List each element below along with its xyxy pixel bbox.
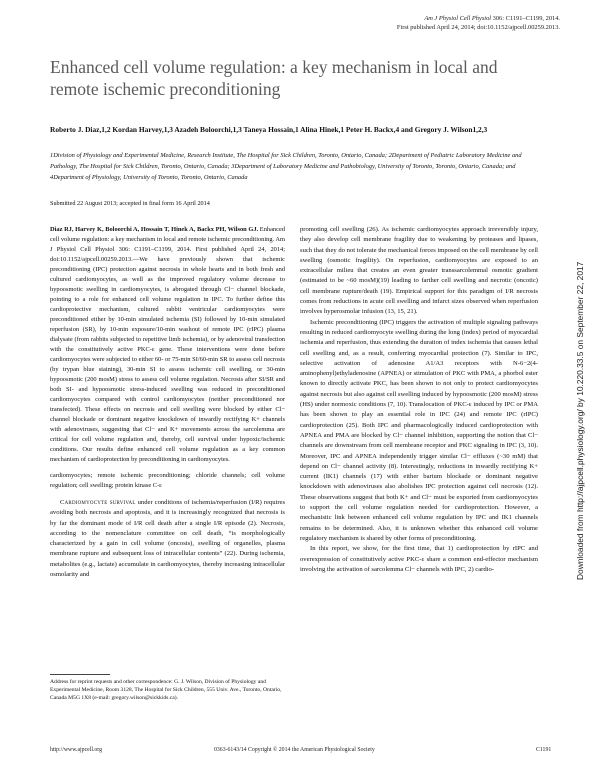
body-paragraph-1: promoting cell swelling (26). As ischemic cardiomyocytes approach irreversibly injury, they also develop cell membrane fragility due to weakening by proteases and lipases, such that they do not tolerate the mechanical forces imposed on the cell membrane by cell swelling (osmotic fragility). On reperfusion, cardiomyocytes are exposed to an extracellular milieu that creates an even greater transsarcolemmal osmotic gradient (estimated to be ~60 mosM)(19) leading to farther cell swelling and necrotic (oncotic) cell membrane rupture/death (19). Empirical support for this paradigm of I/R necrosis comes from reductions in acute cell swelling and infarct sizes observed when reperfusion involves hyperosmolar infusion (13, 15, 21).: [300, 226, 538, 316]
left-column: [50, 225, 285, 580]
copyright-line: 0363-6143/14 Copyright © 2014 the American Physiological Society: [214, 747, 375, 753]
page-number: C1191: [536, 747, 552, 753]
body-paragraph-2: Ischemic preconditioning (IPC) triggers the activation of multiple signaling pathways resulting in reduced cardiomyocyte swelling during the long (index) period of myocardial ischemia and reperfusion, thus extending the duration of index ischemia that causes lethal cell swelling and, as a result, conferring myocardial protection (7). Similar to IPC, selective activation of adenosine A1/A3 receptors with N-6−2(4-aminophenyl)ethyladenosine (APNEA) or stimulation of PKC with PMA, a phorbol ester known to directly activate PKC, has been shown to not only to protect cardiomyocytes against necrosis but also against cell swelling induced by hypoosmotic (200 mosM) stress (HS) under normoxic conditions (7, 10). Translocation of PKC-ε induced by IPC or PMA has been shown to play an essential role in IPC (24) and remote IPC (rIPC) cardioprotection (25). Both IPC and pharmacologically induced cardioprotection with APNEA and PMA are blocked by Cl− channel inhibition, supporting the notion that Cl− channels are downstream from cell membrane receptor and PKC signaling in IPC (3, 10). Moreover, IPC and APNEA independently trigger similar Cl− effluxes (~30 mM) that depend on Cl− channel activity (8). Interestingly, reductions in inwardly rectifying K+ current (IK1) channels (17) with either barium blockade or dominant negative knockdown with adenoviruses also abolishes IPC protection against cell necrosis (12). These observations suggest that both K+ and Cl− must be exported from cardiomyocytes to support the cell volume regulation needed for cardioprotection. However, a mechanistic link between enhanced cell volume regulation by IPC and IK1 channels remains to be determined. Also, it is unknown whether this enhanced cell volume regulatory mechanism is shared by other forms of preconditioning.: [300, 318, 538, 542]
sidebar-prefix: Downloaded from: [575, 514, 585, 580]
journal-name: Am J Physiol Cell Physiol: [424, 15, 492, 22]
affiliations: 1Division of Physiology and Experimental Medicine, Research Institute, The Hospital for Sick Children, Toronto, Ontario, Canada; 2Department of Pediatric Laboratory Medicine and Pathology, The Hospital for Sick Children, Toronto, Ontario, Canada; 3Department of Laboratory Medicine and Pathobiology, University of Toronto, Toronto, Ontario, Canada; and 4Department of Physiology, University of Toronto, Toronto, Ontario, Canada: [50, 152, 522, 181]
abstract-body: —We have previously shown that ischemic preconditioning (IPC) protection against necrosis in whole hearts and in both fresh and cultured cardiomyocytes, as well as the improved regulatory volume decrease to hypoosmotic swelling in cardiomyocytes, is abrogated through Cl− channel blockade, pointing to a role for enhanced cell volume regulation in IPC. To further define this cardioprotective mechanism, cultured rabbit ventricular cardiomyocytes were preconditioned either by 10-min simulated ischemia (SI) followed by 10-min simulated reperfusion (SR), by 10-min exposure/10-min washout of remote IPC (rIPC) plasma dialysate (from rabbits subjected to repetitive limb ischemia), or by adenoviral transfection with the constitutively active PKC-ε gene. These interventions were done before cardiomyocytes were subjected to either 60- or 75-min SI/60-min SR to assess cell necrosis (by trypan blue staining), 30-min SI to assess ischemic cell swelling, or 30-min hypoosmotic (200 mosM) stress to assess cell volume regulation. Necrosis after SI/SR and both SI- and hypoosmotic stress-induced swelling was reduced in preconditioned cardiomyocytes compared with control cardiomyocytes (neither preconditioned nor transfected). These effects on necrosis and cell swelling were blocked by either Cl− channel blockade or dominant negative knockdown of inwardly rectifying K+ channels with adenoviruses, suggesting that Cl− and K+ movements across the sarcolemma are critical for cell volume regulation and, thereby, cell survival under hypoxic/ischemic conditions. Our results define enhanced cell volume regulation as a key common mechanism of cardioprotection by preconditioning in cardiomyocytes.: [50, 256, 285, 463]
journal-website-link[interactable]: http://www.ajpcell.org: [50, 747, 103, 753]
right-column: [300, 225, 538, 575]
submission-dates: Submitted 22 August 2013; accepted in final form 16 April 2014: [50, 200, 210, 207]
body-paragraph-3: In this report, we show, for the first time, that 1) cardioprotection by rIPC and overexpression of constitutively active PKC-ε share a common end-effector mechanism involving the activation of sarcolemma Cl− channels with IPC, 2) cardio-: [300, 545, 538, 573]
abstract-citation: Enhanced cell volume regulation: a key mechanism in local and remote ischemic preconditioning. Am J Physiol Cell Physiol 306: C1191–C1199, 2014. First published April 24, 2014; doi:10.1152/ajpcell.00259.2013.: [50, 226, 285, 263]
journal-header: [397, 14, 560, 32]
journal-citation: 306: C1191–C1199, 2014.: [492, 15, 560, 22]
article-title: Enhanced cell volume regulation: a key mechanism in local and remote ischemic preconditioning: [50, 57, 498, 99]
intro-text: under conditions of ischemia/reperfusion (I/R) requires avoiding both necrosis and apoptosis, and it is increasingly recognized that necrosis is by far the dominant mode of I/R cell death after a single I/R episode (2). Necrosis, according to the nomenclature committee on cell death, “is morphologically characterized by a gain in cell volume (oncosis), swelling of organelles, plasma membrane rupture and subsequent loss of intracellular contents” (22). During ischemia, metabolites (e.g., lactate) accumulate in cardiomyocytes, thereby increasing intracellular osmolarity and: [50, 499, 286, 579]
sidebar-suffix: by 10.220.33.5 on September 22, 2017: [575, 261, 585, 407]
abstract: [50, 225, 285, 465]
intro-lead: Cardiomyocyte survival: [60, 499, 136, 506]
sidebar-url-link[interactable]: http://ajpcell.physiology.org/: [575, 409, 585, 513]
keywords: cardiomyocytes; remote ischemic preconditioning; chloride channels; cell volume regulation; cell swelling; protein kinase C-ε: [50, 472, 285, 489]
footnote-divider: [50, 674, 110, 675]
abstract-citation-authors: Diaz RJ, Harvey K, Boloorchi A, Hossain T, Hinek A, Backx PH, Wilson GJ.: [50, 226, 259, 233]
intro-paragraph: [50, 498, 285, 580]
download-sidebar: [575, 80, 585, 580]
publication-line: First published April 24, 2014; doi:10.1152/ajpcell.00259.2013.: [396, 24, 560, 31]
author-list: Roberto J. Diaz,1,2 Kordan Harvey,1,3 Azadeh Boloorchi,1,3 Taneya Hossain,1 Alina Hinek,1 Peter H. Backx,4 and Gregory J. Wilson1,2,3: [50, 125, 488, 134]
correspondence-footnote: Address for reprint requests and other correspondence: G. J. Wilson, Division of Physiology and Experimental Medicine, Room 3128, The Hospital for Sick Children, 555 Univ. Ave., Toronto, Ontario, Canada M5G 1X8 (e-mail: gregory.wilson@sickkids.ca).: [50, 679, 282, 701]
